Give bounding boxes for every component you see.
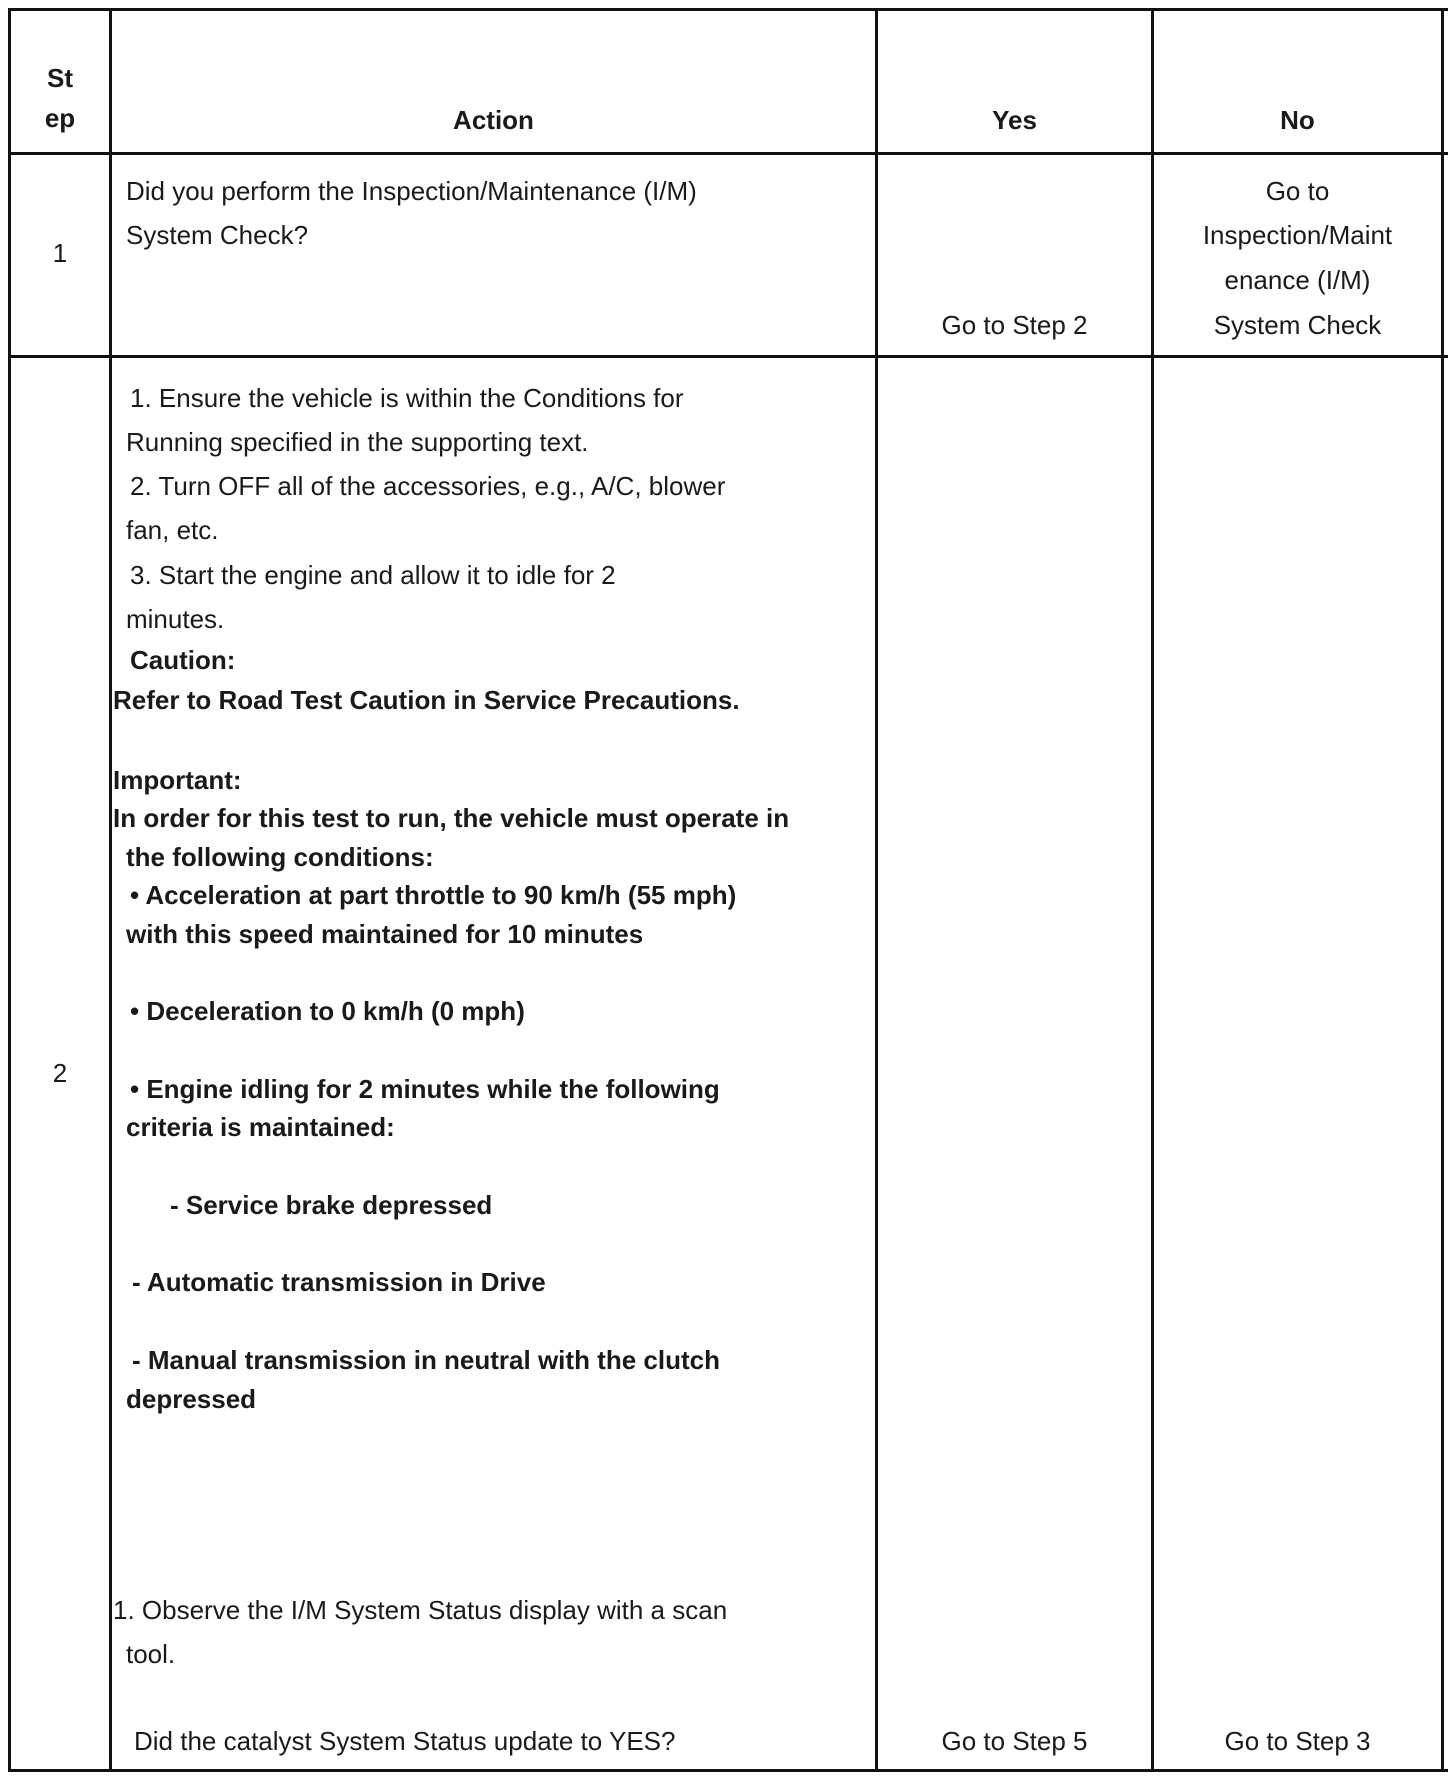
row1-no-line1[interactable]: Go to xyxy=(1265,176,1330,206)
col-divider-step xyxy=(109,8,112,1772)
sub-manual-transmission-line1: - Manual transmission in neutral with the clutch xyxy=(132,1345,720,1375)
bullet-deceleration: • Deceleration to 0 km/h (0 mph) xyxy=(130,996,525,1026)
table-border-top xyxy=(8,8,1448,11)
header-divider xyxy=(8,152,1448,155)
header-step-line1: St xyxy=(47,63,73,93)
row2-line: 3. Start the engine and allow it to idle for 2 xyxy=(130,560,616,590)
bullet-idling-line1: • Engine idling for 2 minutes while the following xyxy=(130,1074,720,1104)
header-step xyxy=(11,58,109,138)
row2-question: Did the catalyst System Status update to YES? xyxy=(134,1726,676,1756)
sub-automatic-transmission: - Automatic transmission in Drive xyxy=(132,1267,546,1297)
bullet-acceleration-line1: • Acceleration at part throttle to 90 km/h (55 mph) xyxy=(130,880,737,910)
row2-no-link[interactable]: Go to Step 3 xyxy=(1224,1726,1371,1756)
important-line2: the following conditions: xyxy=(126,842,434,872)
diagnostic-table xyxy=(8,8,1448,1772)
header-action: Action xyxy=(453,105,534,135)
row-divider xyxy=(8,355,1448,358)
row2-line: 2. Turn OFF all of the accessories, e.g., A/C, blower xyxy=(130,471,726,501)
row1-no-line3[interactable]: enance (I/M) xyxy=(1224,265,1371,295)
row2-line: minutes. xyxy=(126,604,225,634)
header-yes: Yes xyxy=(992,105,1037,135)
observe-line2: tool. xyxy=(126,1639,176,1669)
sub-service-brake: - Service brake depressed xyxy=(170,1190,493,1220)
row2-line: Running specified in the supporting text. xyxy=(126,427,589,457)
sub-manual-transmission-line2: depressed xyxy=(126,1384,257,1414)
table-border-bottom xyxy=(8,1769,1448,1772)
row2-step: 2 xyxy=(52,1058,68,1088)
row1-action-line2: System Check? xyxy=(126,220,309,250)
observe-line1: 1. Observe the I/M System Status display with a scan xyxy=(113,1595,728,1625)
caution-text: Refer to Road Test Caution in Service Precautions. xyxy=(113,685,740,715)
row1-action-line1: Did you perform the Inspection/Maintenance (I/M) xyxy=(126,176,697,206)
table-border-right xyxy=(1441,8,1444,1772)
header-step-line2: ep xyxy=(44,103,76,133)
row2-line: 1. Ensure the vehicle is within the Conditions for xyxy=(130,383,684,413)
row1-step: 1 xyxy=(52,238,68,268)
caution-label: Caution: xyxy=(130,645,236,675)
important-line1: In order for this test to run, the vehicle must operate in xyxy=(113,803,790,833)
table-border-left xyxy=(8,8,11,1772)
important-label: Important: xyxy=(113,765,242,795)
row2-line: fan, etc. xyxy=(126,515,219,545)
col-divider-action xyxy=(875,8,878,1772)
row1-yes-link[interactable]: Go to Step 2 xyxy=(941,310,1088,340)
bullet-idling-line2: criteria is maintained: xyxy=(126,1112,395,1142)
bullet-acceleration-line2: with this speed maintained for 10 minutes xyxy=(126,919,644,949)
row1-no-line2[interactable]: Inspection/Maint xyxy=(1202,220,1393,250)
row2-yes-link[interactable]: Go to Step 5 xyxy=(941,1726,1088,1756)
row1-no-line4[interactable]: System Check xyxy=(1213,310,1382,340)
header-no: No xyxy=(1280,105,1315,135)
